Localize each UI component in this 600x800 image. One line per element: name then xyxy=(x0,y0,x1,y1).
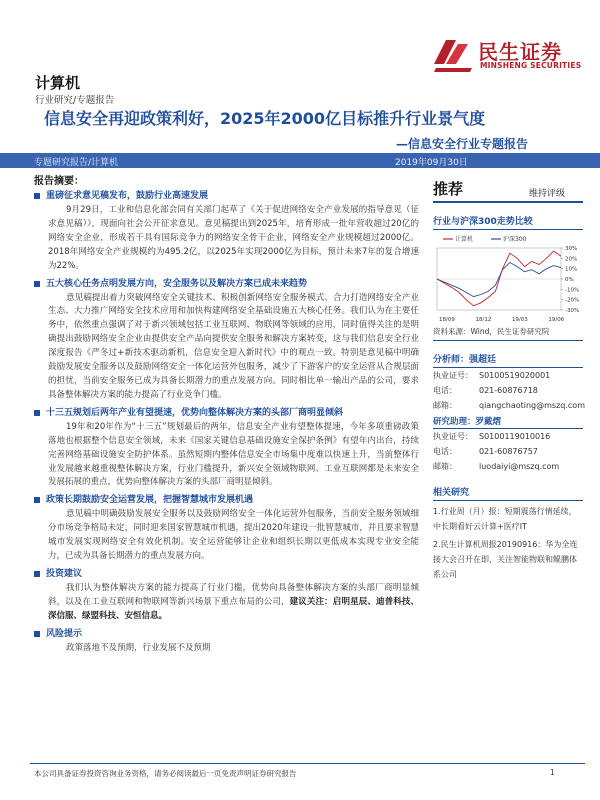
section-investment xyxy=(30,568,425,624)
related-item[interactable]: 2.民生计算机周报20190916：华为全连接大会召开在即，关注智能物联和鲲鹏体系公司 xyxy=(433,540,578,579)
section-body: 意见稿中明确鼓励发展安全服务以及鼓励网络安全一体化运营外包服务，当前安全服务领域细分市场竞争格局未定，同时迎来国家智慧城市机遇，提出2020年建设一批智慧城市，并且要求智慧城市发展实现网络安全有效化机制。安全运营能够让企业和组织长期以更低成本实现专业安全能力，已成为具备长期潜力的重点发展方向。 xyxy=(48,509,419,562)
square-bullet-icon xyxy=(34,571,40,577)
report-title: 信息安全再迎政策利好，2025年2000亿目标推升行业景气度 xyxy=(44,109,486,128)
chart-heading: 行业与沪深300走势比较 xyxy=(433,211,583,230)
section-body: 政策落地不及预期，行业发展不及预期 xyxy=(66,642,211,653)
info-row: 执业证号： S0100119010016 xyxy=(433,432,551,441)
x-tick-label: 19/06 xyxy=(548,317,565,323)
section-tasks xyxy=(30,278,425,403)
logo-name-en: MINSHENG SECURITIES xyxy=(480,61,582,70)
logo-name-cn: 民生证券 xyxy=(478,40,562,64)
section-heading: 重磅征求意见稿发布，鼓励行业高速发展 xyxy=(30,190,425,202)
rating-label: 推荐 xyxy=(433,180,464,198)
performance-chart xyxy=(433,232,583,324)
section-body: 我们认为整体解决方案的能力提高了行业门槛，优势向具备整体解决方案的头部厂商明显倾斜，以及在工业互联网和物联网等新兴场景下重点布局的公司，建议关注：启明星辰、迪普科技、深信服、绿盟科技、安恒信息。 xyxy=(48,582,419,621)
related-heading: 相关研究 xyxy=(433,482,583,501)
legend-label: 计算机 xyxy=(455,236,474,243)
section-heading: 投资建议 xyxy=(30,568,425,580)
email-link[interactable]: qiangchaoting@mszq.com xyxy=(479,401,585,410)
info-row: 执业证号： S0100519020001 xyxy=(433,371,551,380)
y-tick-label: 30% xyxy=(565,246,578,252)
assistant-info xyxy=(433,429,583,474)
email-link[interactable]: luodaiyi@mszq.com xyxy=(479,462,560,471)
section-smart-city xyxy=(30,494,425,564)
footer-disclaimer: 本公司具备证券投资咨询业务资格，请务必阅读最后一页免责声明证券研究报告 xyxy=(34,769,297,778)
band-category: 专题研究报告/计算机 xyxy=(34,158,119,168)
square-bullet-icon xyxy=(34,631,40,637)
info-row: 邮箱： luodaiyi@mszq.com xyxy=(433,459,583,474)
legend-label: 沪深300 xyxy=(503,236,527,243)
info-row: 电话： 021-60876757 xyxy=(433,447,538,456)
y-tick-label: 20% xyxy=(565,256,578,263)
info-row: 邮箱： qiangchaoting@mszq.com xyxy=(433,398,583,413)
section-policy xyxy=(30,190,425,274)
section-heading: 政策长期鼓励安全运营发展，把握智慧城市发展机遇 xyxy=(30,494,425,506)
square-bullet-icon xyxy=(34,281,40,287)
footer-divider xyxy=(30,763,585,764)
summary-column xyxy=(30,186,425,656)
section-body: 19年和20年作为“十三五”规划最后的两年，信息安全产业有望整体提速，今年多项重磅政策落地也根据整个信息安全领域，未来《国家关键信息基础设施安全保护条例》有望年内出台，持续完善网络基础设施安全防护体系。虽然短期内整体信息安全市场集中度难以快速上升，当前整体行业发展越来越重视整体解决方案，行业门槛提升，新兴安全领域物联网、工业互联网都是未来安全发展拓展的重点，优势向整体解决方案的头部厂商明显倾斜。 xyxy=(48,421,419,488)
band-date: 2019年09月30日 xyxy=(395,158,468,168)
square-bullet-icon xyxy=(34,193,40,199)
page-number: 1 xyxy=(550,768,555,777)
section-risk xyxy=(30,628,425,656)
section-heading: 十三五规划后两年产业有望提速，优势向整体解决方案的头部厂商明显倾斜 xyxy=(30,407,425,419)
logo-mark-icon xyxy=(434,40,472,72)
section-body: 9月29日，工业和信息化部会同有关部门起草了《关于促进网络安全产业发展的指导意见（征求意见稿）》，现面向社会公开征求意见。意见稿提出到2025年，培育形成一批年营收超过20亿的网络安全企业，形成若干具有国际竞争力的网络安全骨干企业，网络安全产业规模超过2000亿。2018年网络安全产业规模约为495.2亿，以2025年实现2000亿为目标，预计未来7年的复合增速为22%。 xyxy=(48,205,419,271)
section-heading: 五大核心任务点明发展方向，安全服务以及解决方案已成未来趋势 xyxy=(30,278,425,290)
y-tick-label: 10% xyxy=(565,266,578,273)
analyst-info xyxy=(433,368,583,413)
y-tick-label: -30% xyxy=(565,308,580,314)
recommended-stocks: 建议关注：启明星辰、迪普科技、深信服、绿盟科技、安恒信息。 xyxy=(48,596,419,621)
x-tick-label: 19/03 xyxy=(511,317,528,323)
chart-source: 资料来源：Wind，民生证券研究院 xyxy=(433,326,583,341)
rating-row xyxy=(433,178,583,203)
related-item[interactable]: 1.行业周（月）报：短期震荡行情延续，中长期看好云计算+医疗IT xyxy=(433,507,577,531)
y-tick-label: -10% xyxy=(565,287,580,294)
industry-title: 计算机 xyxy=(35,74,81,92)
assistant-heading: 研究助理：罗戴熠 xyxy=(433,413,583,429)
info-row: 电话： 021-60876718 xyxy=(433,386,538,395)
x-tick-label: 18/12 xyxy=(475,317,492,323)
section-body: 意见稿提出着力突破网络安全关键技术、积极创新网络安全服务模式、合力打造网络安全产业生态、大力推广网络安全技术应用和加快构建网络安全基础设施五大核心任务。我们认为在主要任务中，依然重点强调了对于新兴领域包括工业互联网、物联网等领域的应用，同时值得关注的是明确提出鼓励网络安全企业由提供安全产品向提供安全服务和解决方案转变，这与我们信息安全行业深度报告《严冬过+新技术驱动新机，信息安全迎入新时代》中的观点一致。特别是意见稿中明确鼓励发展安全服务以及鼓励网络安全一体化运营外包服务，减少了下游客户的安全运营从合规层面的担忧，当前安全服务已成为具备长期潜力的重点发展方向。同时相比单一输出产品的公司，要求具备整体解决方案的能力提高了行业竞争门槛。 xyxy=(48,292,419,400)
square-bullet-icon xyxy=(34,497,40,503)
sidebar xyxy=(433,178,583,582)
section-heading: 风险提示 xyxy=(30,628,425,640)
analyst-heading: 分析师：强超廷 xyxy=(433,349,583,368)
y-tick-label: 0% xyxy=(565,277,574,283)
square-bullet-icon xyxy=(34,410,40,416)
section-plan xyxy=(30,407,425,491)
report-type: 行业研究/专题报告 xyxy=(35,95,115,106)
report-subtitle: —信息安全行业专题报告 xyxy=(396,137,529,151)
y-tick-label: -20% xyxy=(565,297,580,304)
summary-label: 报告摘要： xyxy=(34,176,84,187)
rating-value: 维持评级 xyxy=(528,189,565,199)
x-tick-label: 18/09 xyxy=(439,317,455,323)
